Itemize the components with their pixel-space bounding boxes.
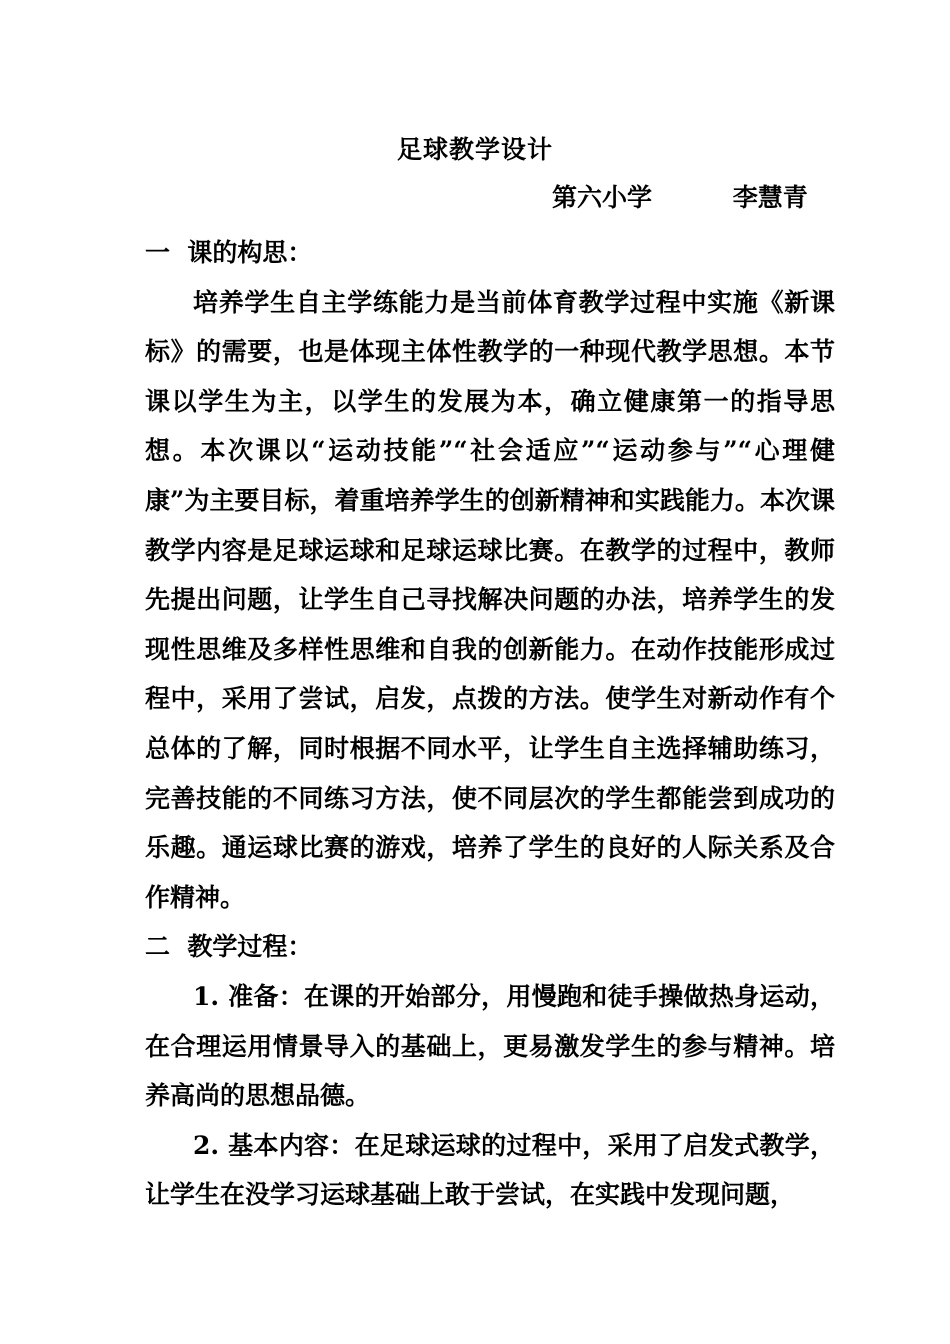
paragraph-basic-content: 2. 基本内容：在足球运球的过程中，采用了启发式教学，让学生在没学习运球基础上敢于尝试，在实践中发现问题， xyxy=(145,1130,835,1210)
section-heading-process: 二 教学过程： xyxy=(145,932,313,962)
section-heading-concept: 一 课的构思： xyxy=(145,238,313,267)
school-name: 第六小学 xyxy=(552,183,653,212)
paragraph-concept: 培养学生自主学练能力是当前体育教学过程中实施《新课标》的需要，也是体现主体性教学的一种现代教学思想。本节课以学生为主，以学生的发展为本，确立健康第一的指导思想。本次课以“运动技能”“社会适应”“运动参与”“心理健康”为主要目标，着重培养学生的创新精神和实践能力。本次课教学内容是足球运球和足球运球比赛。在教学的过程中，教师先提出问题，让学生自己寻找解决问题的办法，培养学生的发现性思维及多样性思维和自我的创新能力。在动作技能形成过程中，采用了尝试，启发，点拨的方法。使学生对新动作有个总体的了解，同时根据不同水平，让学生自主选择辅助练习，完善技能的不同练习方法，使不同层次的学生都能尝到成功的乐趣。通运球比赛的游戏，培养了学生的良好的人际关系及合作精神。 xyxy=(145,287,835,912)
author-name: 李慧青 xyxy=(732,183,808,212)
document-body xyxy=(145,228,835,1220)
paragraph-preparation: 1. 准备：在课的开始部分，用慢跑和徒手操做热身运动，在合理运用情景导入的基础上，更易激发学生的参与精神。培养高尚的思想品德。 xyxy=(145,981,835,1111)
byline xyxy=(552,178,808,218)
document-title: 足球教学设计 xyxy=(396,135,553,164)
